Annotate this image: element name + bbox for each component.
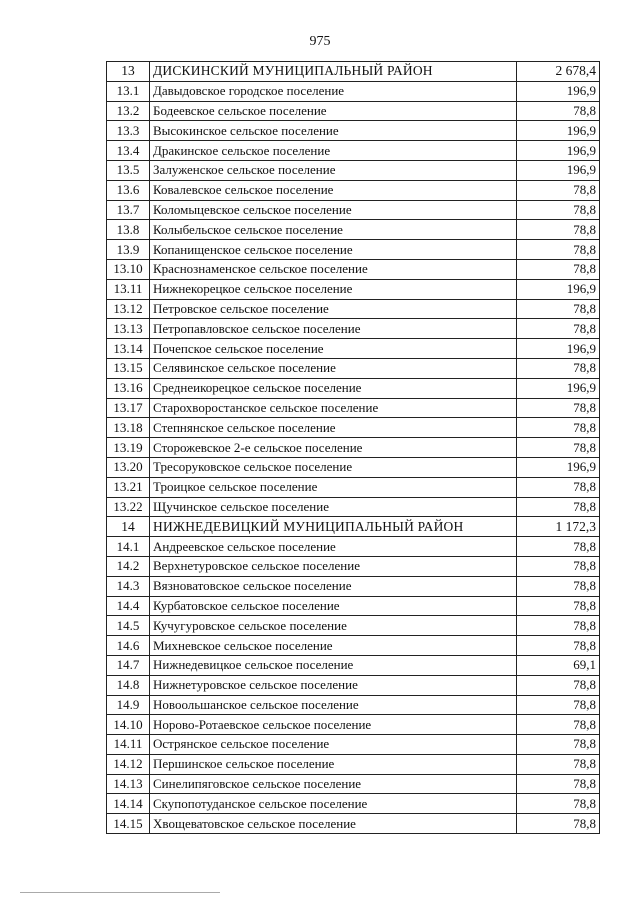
- row-number-cell: 14.14: [107, 794, 150, 814]
- amount-cell: 78,8: [517, 675, 600, 695]
- row-number-cell: 13.16: [107, 378, 150, 398]
- amount-cell: 78,8: [517, 200, 600, 220]
- table-row: [107, 220, 600, 240]
- amount-cell: 78,8: [517, 794, 600, 814]
- amount-cell: 196,9: [517, 160, 600, 180]
- settlement-name-cell: Норово-Ротаевское сельское поселение: [150, 715, 517, 735]
- row-number-cell: 14.11: [107, 735, 150, 755]
- row-number-cell: 14: [107, 517, 150, 537]
- amount-cell: 196,9: [517, 378, 600, 398]
- row-number-cell: 14.9: [107, 695, 150, 715]
- table-row: [107, 160, 600, 180]
- row-number-cell: 13.9: [107, 240, 150, 260]
- amount-cell: 196,9: [517, 141, 600, 161]
- row-number-cell: 14.1: [107, 537, 150, 557]
- row-number-cell: 13: [107, 62, 150, 82]
- row-number-cell: 13.19: [107, 438, 150, 458]
- table-row: [107, 794, 600, 814]
- table-row: [107, 616, 600, 636]
- settlement-name-cell: Селявинское сельское поселение: [150, 358, 517, 378]
- table-row: [107, 655, 600, 675]
- amount-cell: 78,8: [517, 438, 600, 458]
- amount-cell: 78,8: [517, 240, 600, 260]
- row-number-cell: 14.8: [107, 675, 150, 695]
- settlement-name-cell: Андреевское сельское поселение: [150, 537, 517, 557]
- table-row: [107, 141, 600, 161]
- row-number-cell: 13.20: [107, 457, 150, 477]
- row-number-cell: 14.6: [107, 636, 150, 656]
- row-number-cell: 14.13: [107, 774, 150, 794]
- row-number-cell: 13.14: [107, 339, 150, 359]
- settlement-name-cell: Залуженское сельское поселение: [150, 160, 517, 180]
- settlement-name-cell: Петровское сельское поселение: [150, 299, 517, 319]
- settlement-name-cell: Верхнетуровское сельское поселение: [150, 556, 517, 576]
- amount-cell: 196,9: [517, 279, 600, 299]
- row-number-cell: 13.3: [107, 121, 150, 141]
- row-number-cell: 13.18: [107, 418, 150, 438]
- row-number-cell: 13.10: [107, 259, 150, 279]
- settlement-name-cell: Троицкое сельское поселение: [150, 477, 517, 497]
- settlement-name-cell: Нижнетуровское сельское поселение: [150, 675, 517, 695]
- row-number-cell: 14.7: [107, 655, 150, 675]
- district-row: [107, 517, 600, 537]
- amount-cell: 78,8: [517, 814, 600, 834]
- settlement-name-cell: Высокинское сельское поселение: [150, 121, 517, 141]
- table-row: [107, 695, 600, 715]
- row-number-cell: 14.15: [107, 814, 150, 834]
- amount-cell: 78,8: [517, 735, 600, 755]
- row-number-cell: 14.3: [107, 576, 150, 596]
- table-row: [107, 457, 600, 477]
- table-row: [107, 497, 600, 517]
- amount-cell: 78,8: [517, 259, 600, 279]
- row-number-cell: 13.17: [107, 398, 150, 418]
- table-row: [107, 754, 600, 774]
- row-number-cell: 14.4: [107, 596, 150, 616]
- amount-cell: 78,8: [517, 616, 600, 636]
- settlement-name-cell: Хвощеватовское сельское поселение: [150, 814, 517, 834]
- amount-cell: 78,8: [517, 715, 600, 735]
- table-row: [107, 438, 600, 458]
- settlement-name-cell: Среднеикорецкое сельское поселение: [150, 378, 517, 398]
- amount-cell: 78,8: [517, 319, 600, 339]
- table-row: [107, 556, 600, 576]
- settlement-name-cell: Щучинское сельское поселение: [150, 497, 517, 517]
- amount-cell: 196,9: [517, 81, 600, 101]
- settlement-name-cell: Новоольшанское сельское поселение: [150, 695, 517, 715]
- row-number-cell: 13.13: [107, 319, 150, 339]
- row-number-cell: 13.6: [107, 180, 150, 200]
- table-row: [107, 774, 600, 794]
- page-number: 975: [309, 34, 331, 49]
- row-number-cell: 13.8: [107, 220, 150, 240]
- table-row: [107, 121, 600, 141]
- footer-divider: [20, 892, 220, 893]
- table-row: [107, 814, 600, 834]
- settlement-name-cell: Нижнекорецкое сельское поселение: [150, 279, 517, 299]
- settlement-name-cell: Колыбельское сельское поселение: [150, 220, 517, 240]
- settlement-name-cell: НИЖНЕДЕВИЦКИЙ МУНИЦИПАЛЬНЫЙ РАЙОН: [150, 517, 517, 537]
- settlement-name-cell: Тресоруковское сельское поселение: [150, 457, 517, 477]
- settlement-name-cell: ДИСКИНСКИЙ МУНИЦИПАЛЬНЫЙ РАЙОН: [150, 62, 517, 82]
- settlement-name-cell: Кучугуровское сельское поселение: [150, 616, 517, 636]
- row-number-cell: 14.2: [107, 556, 150, 576]
- row-number-cell: 13.11: [107, 279, 150, 299]
- amount-cell: 196,9: [517, 121, 600, 141]
- amount-cell: 78,8: [517, 556, 600, 576]
- amount-cell: 196,9: [517, 339, 600, 359]
- amount-cell: 1 172,3: [517, 517, 600, 537]
- amount-cell: 78,8: [517, 774, 600, 794]
- settlement-name-cell: Краснознаменское сельское поселение: [150, 259, 517, 279]
- table-row: [107, 240, 600, 260]
- table-row: [107, 81, 600, 101]
- settlement-name-cell: Петропавловское сельское поселение: [150, 319, 517, 339]
- row-number-cell: 13.4: [107, 141, 150, 161]
- amount-cell: 78,8: [517, 180, 600, 200]
- settlement-name-cell: Скупопотуданское сельское поселение: [150, 794, 517, 814]
- settlement-name-cell: Сторожевское 2-е сельское поселение: [150, 438, 517, 458]
- row-number-cell: 13.2: [107, 101, 150, 121]
- amount-cell: 78,8: [517, 358, 600, 378]
- table-row: [107, 735, 600, 755]
- table-row: [107, 477, 600, 497]
- row-number-cell: 13.22: [107, 497, 150, 517]
- settlement-name-cell: Вязноватовское сельское поселение: [150, 576, 517, 596]
- settlement-name-cell: Коломыцевское сельское поселение: [150, 200, 517, 220]
- table-row: [107, 675, 600, 695]
- row-number-cell: 13.5: [107, 160, 150, 180]
- table-row: [107, 339, 600, 359]
- row-number-cell: 13.7: [107, 200, 150, 220]
- table-row: [107, 180, 600, 200]
- amount-cell: 69,1: [517, 655, 600, 675]
- district-row: [107, 62, 600, 82]
- amount-cell: 78,8: [517, 477, 600, 497]
- table-body: [107, 62, 600, 834]
- amount-cell: 78,8: [517, 636, 600, 656]
- settlement-name-cell: Ковалевское сельское поселение: [150, 180, 517, 200]
- table-row: [107, 576, 600, 596]
- settlement-name-cell: Синелипяговское сельское поселение: [150, 774, 517, 794]
- amount-cell: 78,8: [517, 754, 600, 774]
- table-row: [107, 537, 600, 557]
- amount-cell: 78,8: [517, 398, 600, 418]
- settlement-name-cell: Курбатовское сельское поселение: [150, 596, 517, 616]
- settlement-budget-table: [106, 61, 600, 834]
- settlement-name-cell: Старохворостанское сельское поселение: [150, 398, 517, 418]
- settlement-name-cell: Нижнедевицкое сельское поселение: [150, 655, 517, 675]
- amount-cell: 78,8: [517, 101, 600, 121]
- amount-cell: 78,8: [517, 695, 600, 715]
- settlement-name-cell: Острянское сельское поселение: [150, 735, 517, 755]
- table-row: [107, 596, 600, 616]
- amount-cell: 78,8: [517, 596, 600, 616]
- settlement-name-cell: Почепское сельское поселение: [150, 339, 517, 359]
- row-number-cell: 14.12: [107, 754, 150, 774]
- table-row: [107, 319, 600, 339]
- amount-cell: 78,8: [517, 220, 600, 240]
- amount-cell: 196,9: [517, 457, 600, 477]
- table-row: [107, 715, 600, 735]
- table-row: [107, 418, 600, 438]
- table-row: [107, 200, 600, 220]
- settlement-name-cell: Першинское сельское поселение: [150, 754, 517, 774]
- amount-cell: 78,8: [517, 418, 600, 438]
- settlement-name-cell: Бодеевское сельское поселение: [150, 101, 517, 121]
- settlement-name-cell: Давыдовское городское поселение: [150, 81, 517, 101]
- row-number-cell: 13.15: [107, 358, 150, 378]
- table-row: [107, 279, 600, 299]
- row-number-cell: 14.10: [107, 715, 150, 735]
- table-row: [107, 636, 600, 656]
- amount-cell: 78,8: [517, 497, 600, 517]
- row-number-cell: 13.1: [107, 81, 150, 101]
- row-number-cell: 14.5: [107, 616, 150, 636]
- table-row: [107, 358, 600, 378]
- row-number-cell: 13.12: [107, 299, 150, 319]
- row-number-cell: 13.21: [107, 477, 150, 497]
- settlement-name-cell: Дракинское сельское поселение: [150, 141, 517, 161]
- settlement-name-cell: Степнянское сельское поселение: [150, 418, 517, 438]
- table-row: [107, 259, 600, 279]
- amount-cell: 78,8: [517, 299, 600, 319]
- table-row: [107, 101, 600, 121]
- table-row: [107, 398, 600, 418]
- settlement-name-cell: Михневское сельское поселение: [150, 636, 517, 656]
- amount-cell: 78,8: [517, 537, 600, 557]
- table-row: [107, 378, 600, 398]
- table-row: [107, 299, 600, 319]
- amount-cell: 2 678,4: [517, 62, 600, 82]
- amount-cell: 78,8: [517, 576, 600, 596]
- settlement-name-cell: Копанищенское сельское поселение: [150, 240, 517, 260]
